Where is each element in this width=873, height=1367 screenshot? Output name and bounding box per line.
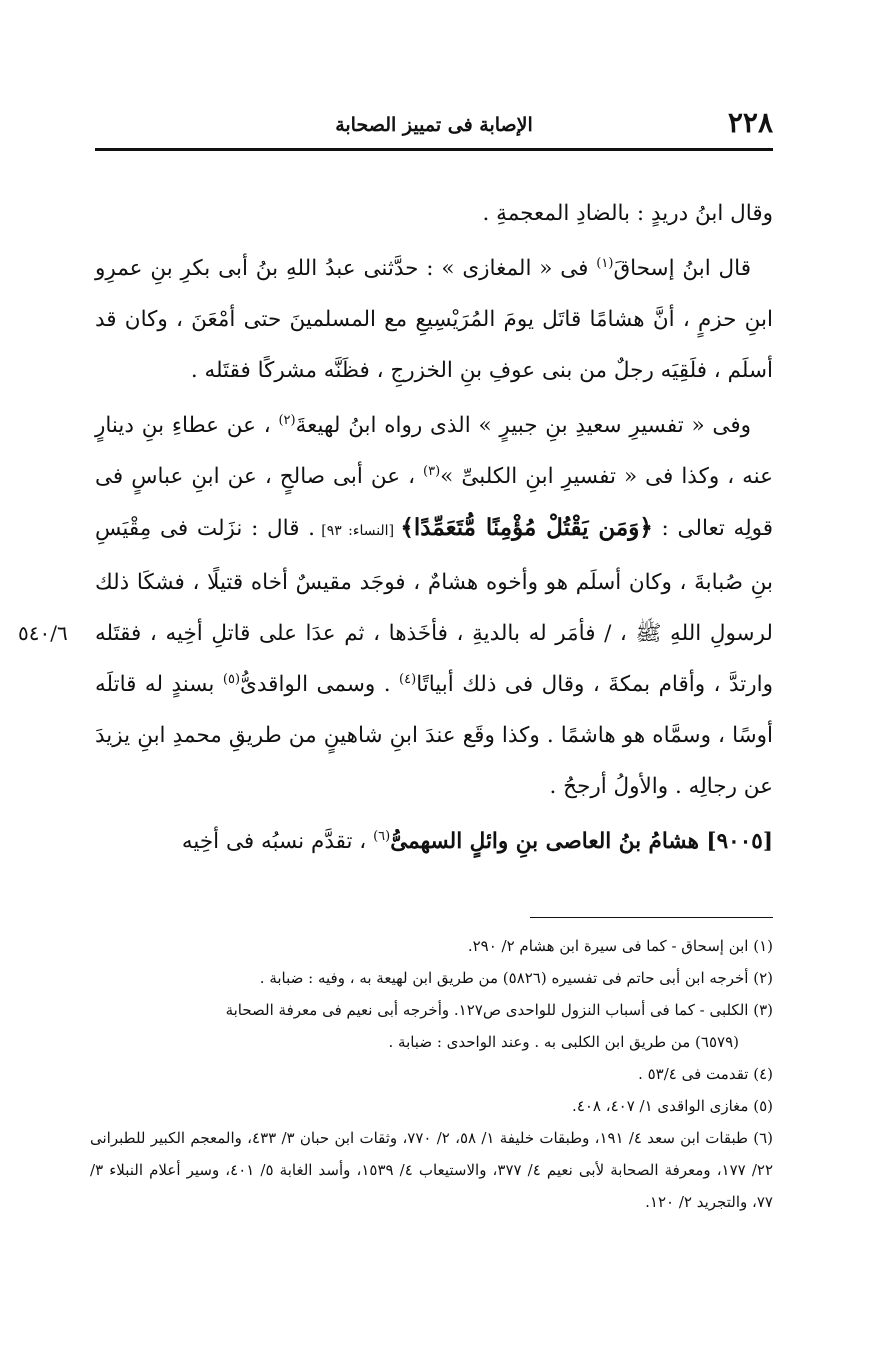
footnote-3-continuation: (٦٥٧٩) من طريق ابن الكلبى به . وعند الواحدى : ضبابة . bbox=[388, 1033, 739, 1051]
p4-text-rest: ، تقدَّم نسبُه فى أخِيه bbox=[181, 829, 374, 854]
footnote-1: (١) ابن إسحاق - كما فى سيرة ابن هشام ٢/ ٢٩٠. bbox=[467, 937, 773, 955]
p2-text-b: فى « المغازى » : حدَّثنى عبدُ اللهِ بنُ أبى بكرِ بنِ عمرِو ابنِ حزمٍ ، أنَّ هشامًا قاتَل يومَ المُرَيْسِيعِ مع المسلمينَ حتى أمْعَنَ ، وكان قد أسلَم ، فلَقِيَه رجلٌ من بنى عوفِ بنِ الخزرجِ ، فظَنَّه مشركًا فقتَله . bbox=[95, 256, 773, 383]
quran-verse: ﴿وَمَن يَقْتُلْ مُؤْمِنًا مُّتَعَمِّدًا﴾ bbox=[400, 514, 653, 541]
paragraph-2 bbox=[95, 243, 773, 396]
quran-reference: [النساء: ٩٣] bbox=[315, 523, 401, 539]
footnote-4: (٤) تقدمت فى ٥٣/٤ . bbox=[638, 1065, 773, 1083]
p3-text-c: ، عن أبى صالحٍ ، عن ابنِ عباسٍ فى قولِه تعالى : bbox=[95, 464, 774, 541]
paragraph-1 bbox=[95, 188, 773, 239]
page-number: ٢٢٨ bbox=[727, 106, 773, 139]
page-header bbox=[95, 100, 773, 148]
footnote-marker-3[interactable]: (٣) bbox=[423, 463, 441, 479]
footnote-6: (٦) طبقات ابن سعد ٤/ ١٩١، وطبقات خليفة ١/ ٥٨، ٢/ ٧٧٠، وثقات ابن حبان ٣/ ٤٣٣، والمعجم الكبير للطبرانى ٢٢/ ١٧٧، ومعرفة الصحابة لأبى نعيم ٤/ ٣٧٧، والاستيعاب ٤/ ١٥٣٩، وأسد الغابة ٥/ ٤٠١، وسير أعلام النبلاء ٣/ ٧٧، والتجريد ٢/ ١٢٠. bbox=[90, 1129, 774, 1211]
footnote-marker-1[interactable]: (١) bbox=[596, 255, 614, 271]
paragraph-1-text: وقال ابنُ دريدٍ : بالضادِ المعجمةِ . bbox=[482, 201, 773, 226]
footnote-marker-2[interactable]: (٢) bbox=[278, 412, 296, 428]
running-title: الإصابة فى تمييز الصحابة bbox=[335, 114, 533, 136]
footnotes bbox=[90, 930, 773, 1218]
header-rule bbox=[95, 148, 773, 151]
footnote-2: (٢) أخرجه ابن أبى حاتم فى تفسيره (٥٨٢٦) من طريق ابن لهيعة به ، وفيه : ضبابة . bbox=[259, 969, 773, 987]
footnote-marker-6[interactable]: (٦) bbox=[373, 828, 391, 844]
p3-text-a: وفى « تفسيرِ سعيدِ بنِ جبيرٍ » الذى رواه ابنُ لهيعةَ bbox=[295, 413, 751, 438]
p3-text-b: ، عن عطاءِ بنِ دينارٍ عنه ، وكذا فى « تفسيرِ ابنِ الكلبىِّ » bbox=[95, 413, 773, 489]
entry-name: هشامُ بنُ العاصى بنِ وائلٍ السهمىُّ bbox=[390, 829, 707, 854]
footnote-marker-4[interactable]: (٤) bbox=[399, 671, 417, 687]
p3-text-e: . وسمى الواقدىُّ bbox=[240, 672, 400, 697]
main-text bbox=[95, 188, 773, 871]
footnote-rule bbox=[530, 917, 773, 918]
p2-text-a: قال ابنُ إسحاقَ bbox=[613, 256, 751, 281]
p3-text-d: . قال : نزَلت فى مِقْيَسِ بنِ صُبابةَ ، وكان أسلَم هو وأخوه هشامٌ ، فوجَد مقيسٌ أخاه قتيلًا ، فشكَا ذلك لرسولِ اللهِ ﷺ ، / فأمَر له بالديةِ ، فأخَذها ، ثم عدَا على قاتلِ أخِيه ، فقتَله وارتدَّ ، وأقام بمكةَ ، وقال فى ذلك أبياتًا bbox=[95, 516, 773, 697]
paragraph-3 bbox=[95, 400, 773, 812]
footnote-5: (٥) مغازى الواقدى ١/ ٤٠٧، ٤٠٨. bbox=[572, 1097, 773, 1115]
paragraph-4 bbox=[95, 816, 773, 867]
margin-reference: ٥٤٠/٦ bbox=[18, 621, 68, 645]
footnote-marker-5[interactable]: (٥) bbox=[222, 671, 241, 687]
entry-number: [٩٠٠٥] bbox=[706, 829, 773, 854]
p3-text-f: بسندٍ له قاتلَه أوسًا ، وسمَّاه هو هاشمًا . وكذا وقَع عندَ ابنِ شاهينٍ من طريقِ محمدِ ابنِ يزيدَ عن رجالِه . والأولُ أرجحُ . bbox=[95, 672, 773, 799]
footnote-3: (٣) الكلبى - كما فى أسباب النزول للواحدى ص١٢٧. وأخرجه أبى نعيم فى معرفة الصحابة bbox=[225, 1001, 773, 1019]
